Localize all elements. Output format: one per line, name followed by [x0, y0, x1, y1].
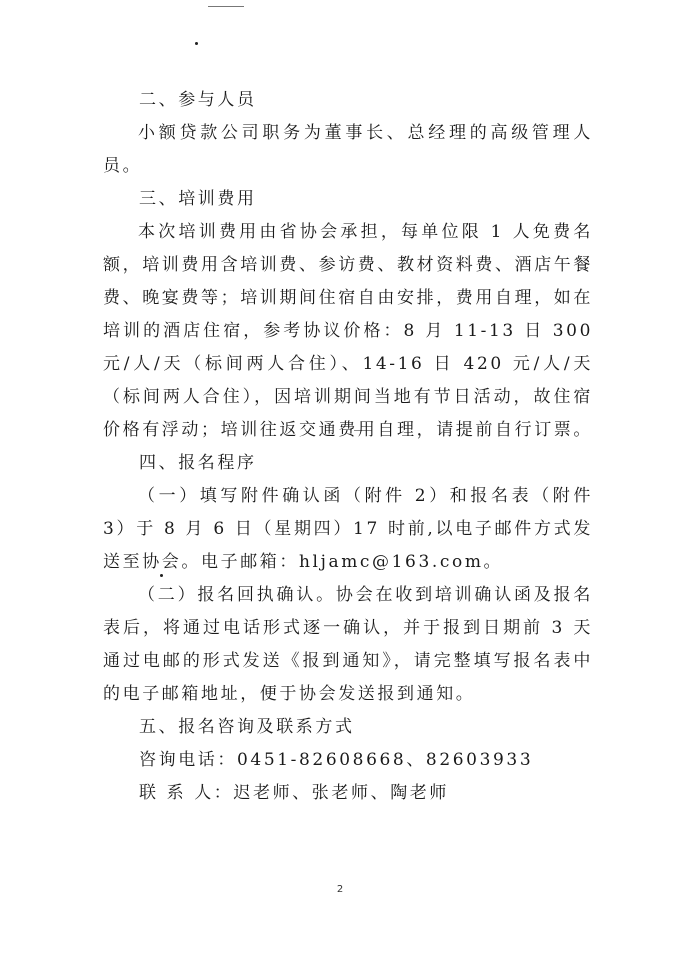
section-heading-contact: 五、报名咨询及联系方式: [139, 717, 355, 737]
page-number: 2: [336, 884, 344, 895]
section-heading-participants: 二、参与人员: [139, 90, 257, 110]
participants-paragraph: 小额贷款公司职务为董事长、总经理的高级管理人员。: [103, 123, 593, 176]
scan-mark: [208, 6, 244, 7]
scan-speck: [195, 42, 198, 45]
section-heading-registration: 四、报名程序: [139, 453, 257, 473]
document-body: [103, 84, 593, 810]
contact-phone: 咨询电话：0451-82608668、82603933: [139, 750, 534, 770]
fees-paragraph: 本次培训费用由省协会承担，每单位限 1 人免费名额，培训费用含培训费、参访费、教材资料费、酒店午餐费、晚宴费等；培训期间住宿自由安排，费用自理，如在培训的酒店住宿，参考协议价格：8 月 11-13 日 300 元/人/天（标间两人合住）、14-16 日 420 元/人/天（标间两人合住），因培训期间当地有节日活动，故住宿价格有浮动；培训往返交通费用自理，请提前自行订票。: [103, 222, 593, 440]
registration-step-2: （二）报名回执确认。协会在收到培训确认函及报名表后，将通过电话形式逐一确认，并于报到日期前 3 天通过电邮的形式发送《报到通知》，请完整填写报名表中的电子邮箱地址，便于协会发送报到通知。: [103, 585, 593, 704]
contact-person: 联 系 人：迟老师、张老师、陶老师: [139, 783, 450, 803]
registration-step-1: （一）填写附件确认函（附件 2）和报名表（附件 3）于 8 月 6 日（星期四）17 时前,以电子邮件方式发送至协会。电子邮箱：hljamc@163.com。: [103, 486, 593, 572]
section-heading-fees: 三、培训费用: [139, 189, 257, 209]
